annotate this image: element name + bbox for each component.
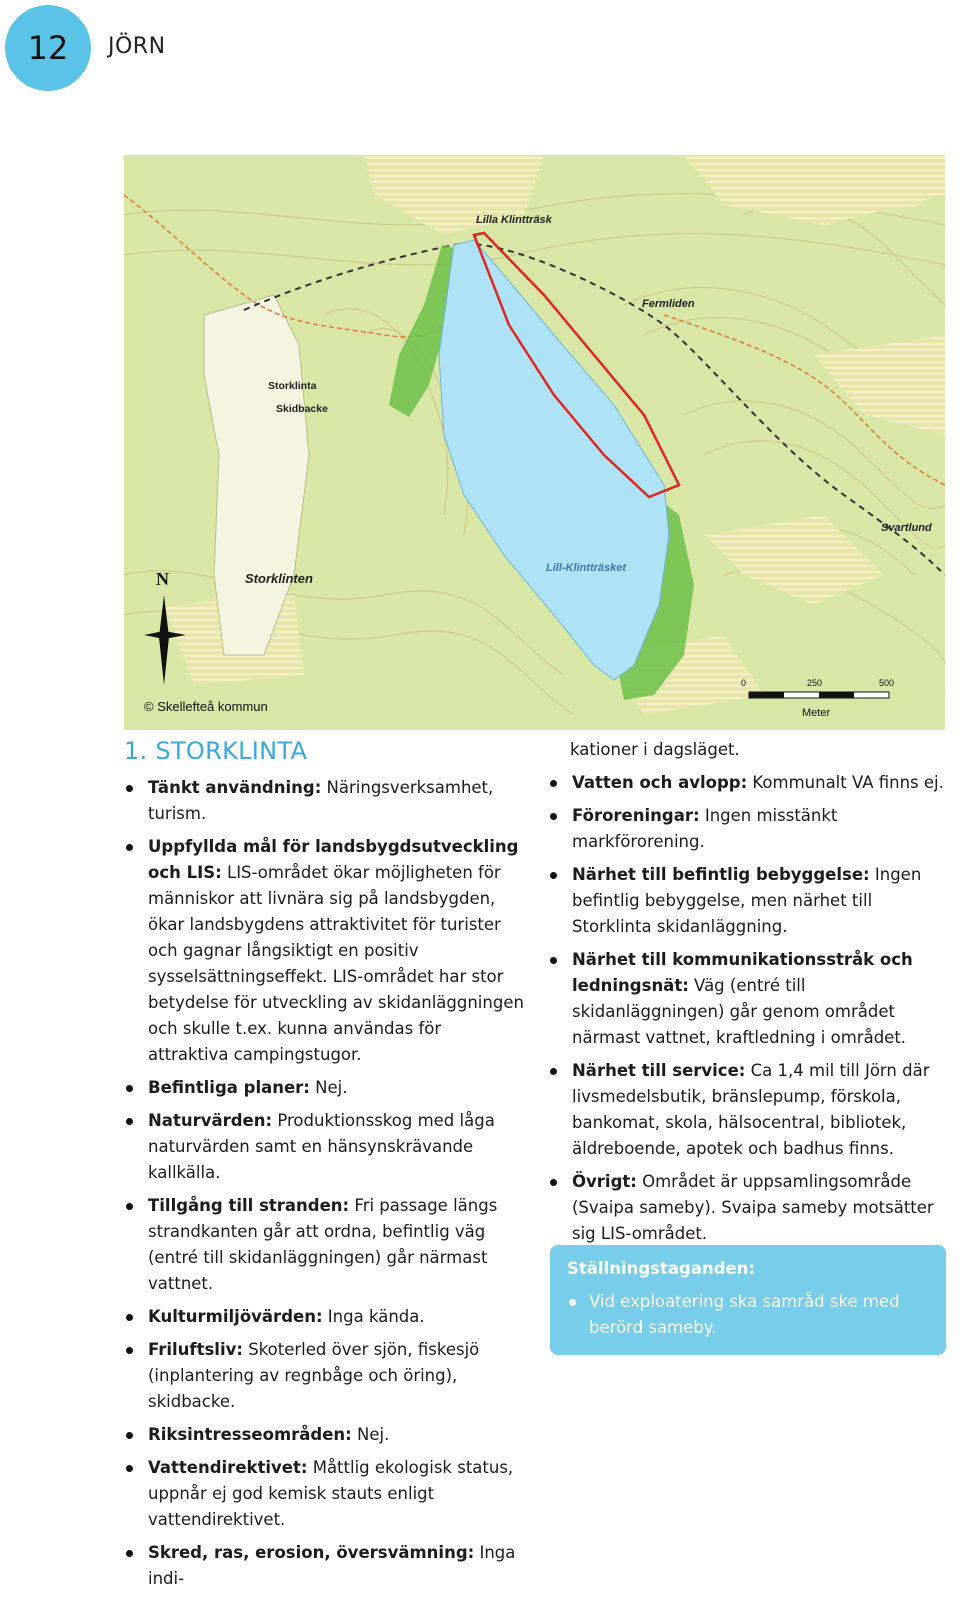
list-item: Friluftsliv: Skoterled över sjön, fiskesjö (inplantering av regnbåge och öring), skidbacke. [124, 1337, 524, 1415]
position-callout [550, 1245, 946, 1355]
list-item: Övrigt: Området är uppsamlingsområde (Svaipa sameby). Svaipa sameby motsätter sig LIS-området. [548, 1169, 948, 1247]
page-number-badge [5, 5, 91, 91]
north-label: N [156, 569, 169, 589]
list-item: Närhet till service: Ca 1,4 mil till Jörn där livsmedelsbutik, bränslepump, förskola, bankomat, skola, hälsocentral, bibliotek, äldreboende, apotek och badhus finns. [548, 1058, 948, 1162]
list-item: Vatten och avlopp: Kommunalt VA finns ej. [548, 770, 948, 796]
copyright: © Skellefteå kommun [144, 699, 268, 714]
section-heading: 1. STORKLINTA [124, 737, 308, 765]
list-item: Riksintresseområden: Nej. [124, 1422, 524, 1448]
list-item: Närhet till befintlig bebyggelse: Ingen befintlig bebyggelse, men närhet till Storklinta skidanläggning. [548, 862, 948, 940]
list-item: Uppfyllda mål för landsbygdsutveckling och LIS: LIS-området ökar möjligheten för människor att livnära sig på landsbygden, ökar landsbygdens attraktivitet för turister och gagnar långsiktigt en positiv sysselsättningseffekt. LIS-området har stor betydelse för utveckling av skidanläggningen och skulle t.ex. kunna användas för attraktiva campingstugor. [124, 834, 524, 1068]
map-svg [124, 155, 945, 730]
list-item: Befintliga planer: Nej. [124, 1075, 524, 1101]
scale-250: 250 [807, 678, 823, 688]
label-skidbacke: Skidbacke [276, 403, 328, 415]
list-item-continuation: kationer i dagsläget. [570, 740, 740, 759]
section-title: JÖRN [108, 34, 166, 59]
list-item: Kulturmiljövärden: Inga kända. [124, 1304, 524, 1330]
left-column-list [124, 775, 524, 1599]
scale-500: 500 [879, 678, 895, 688]
list-item: Naturvärden: Produktionsskog med låga naturvärden samt en hänsynskrävande kallkälla. [124, 1108, 524, 1186]
label-fermliden: Fermliden [642, 298, 695, 310]
label-storklinten: Storklinten [245, 571, 313, 586]
callout-item: Vid exploatering ska samråd ske med berörd sameby. [567, 1289, 949, 1341]
scale-unit: Meter [802, 707, 831, 719]
list-item: Närhet till kommunikationsstråk och ledningsnät: Väg (entré till skidanläggningen) går genom området närmast vattnet, kraftledning i området. [548, 947, 948, 1051]
label-lilla-klinttrask: Lilla Klintträsk [476, 214, 552, 226]
site-map [124, 155, 945, 730]
callout-title: Ställningstaganden: [567, 1259, 756, 1278]
label-svartlund: Svartlund [881, 522, 932, 534]
list-item: Skred, ras, erosion, översvämning: Inga indi- [124, 1540, 524, 1592]
list-item: Tänkt användning: Näringsverksamhet, turism. [124, 775, 524, 827]
list-item: Vattendirektivet: Måttlig ekologisk status, uppnår ej god kemisk stauts enligt vattendirektivet. [124, 1455, 524, 1533]
label-lill-klinttrasket: Lill-Klintträsket [546, 562, 627, 574]
right-column-list [548, 737, 948, 1254]
label-storklinta: Storklinta [268, 380, 317, 392]
list-item: Tillgång till stranden: Fri passage längs strandkanten går att ordna, befintlig väg (entré till skidanläggningen) går närmast vattnet. [124, 1193, 524, 1297]
scale-0: 0 [741, 678, 747, 688]
list-item: Föroreningar: Ingen misstänkt markförorening. [548, 803, 948, 855]
page-number: 12 [27, 29, 69, 67]
